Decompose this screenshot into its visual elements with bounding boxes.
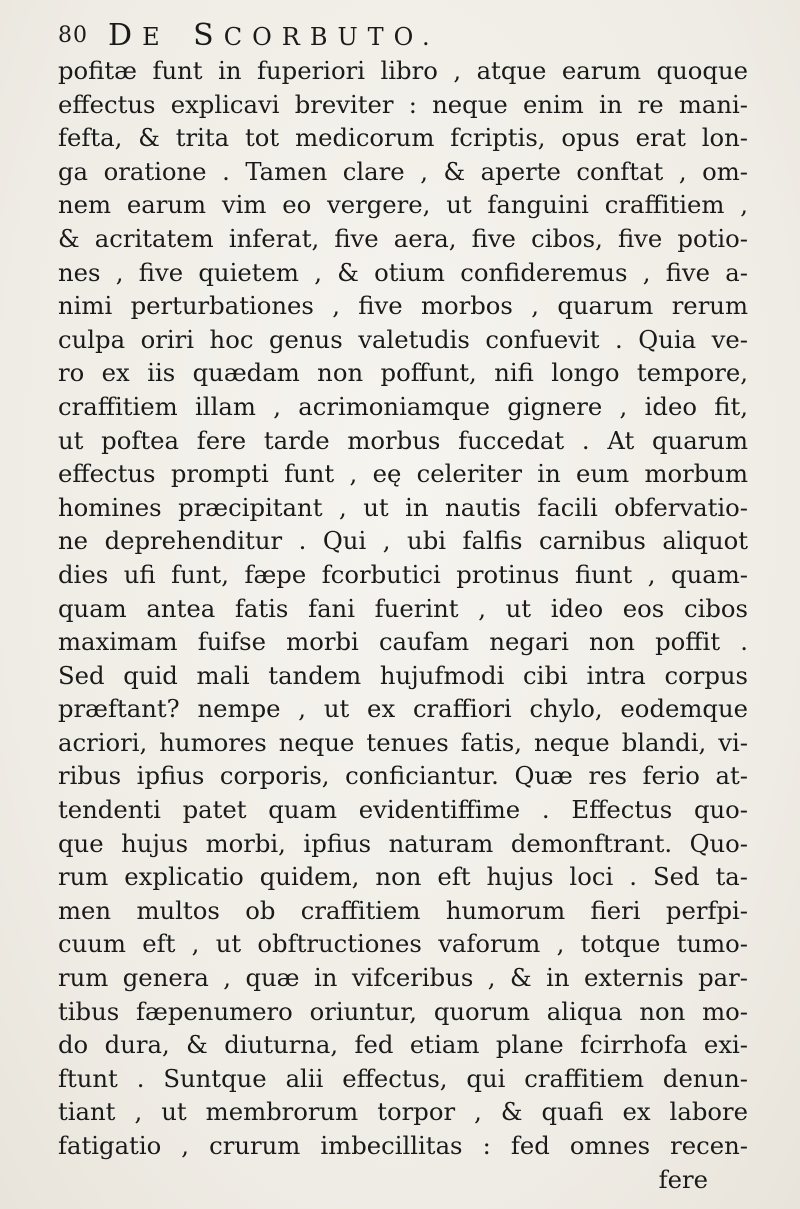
text-line: ga oratione . Tamen clare , & aperte conftat , om-	[58, 156, 748, 186]
text-line: ro ex iis quædam non poffunt, nifi longo tempore,	[58, 358, 748, 388]
text-line: acriori, humores neque tenues fatis, neque blandi, vi-	[58, 727, 748, 757]
text-line: men multos ob craffitiem humorum fieri perfpi-	[58, 895, 748, 925]
text-line: ne deprehenditur . Qui , ubi falfis carnibus aliquot	[58, 526, 748, 556]
text-line: ribus ipfius corporis, conficiantur. Quæ res ferio at-	[58, 761, 748, 791]
text-line: que hujus morbi, ipfius naturam demonftrant. Quo-	[58, 828, 748, 858]
text-line: nes , five quietem , & otium confideremus , five a-	[58, 257, 748, 287]
text-line: rum genera , quæ in vifceribus , & in externis par-	[58, 963, 748, 993]
text-line: ftunt . Suntque alii effectus, qui craffitiem denun-	[58, 1063, 748, 1093]
running-head-rest-1: E	[142, 23, 170, 51]
text-line: nem earum vim eo vergere, ut fanguini craffitiem ,	[58, 190, 748, 220]
running-head	[108, 16, 440, 57]
text-line: homines præcipitant , ut in nautis facili obfervatio-	[58, 492, 748, 522]
page-header	[58, 16, 718, 56]
running-head-initial-2: S	[193, 18, 224, 53]
body-text	[58, 54, 748, 1196]
catchword: fere	[658, 1164, 708, 1194]
running-head-rest-2: CORBUTO.	[223, 23, 440, 51]
text-line: ut poftea fere tarde morbus fuccedat . At quarum	[58, 425, 748, 455]
text-line: tendenti patet quam evidentiffime . Effectus quo-	[58, 795, 748, 825]
text-line: tiant , ut membrorum torpor , & quafi ex labore	[58, 1097, 748, 1127]
text-line: tibus fæpenumero oriuntur, quorum aliqua non mo-	[58, 996, 748, 1026]
text-line: do dura, & diuturna, fed etiam plane fcirrhofa exi-	[58, 1030, 748, 1060]
text-line: nimi perturbationes , five morbos , quarum rerum	[58, 291, 748, 321]
text-line: Sed quid mali tandem hujufmodi cibi intra corpus	[58, 660, 748, 690]
text-line: craffitiem illam , acrimoniamque gignere , ideo fit,	[58, 391, 748, 421]
text-line: maximam fuifse morbi caufam negari non poffit .	[58, 627, 748, 657]
text-line: dies ufi funt, fæpe fcorbutici protinus fiunt , quam-	[58, 559, 748, 589]
text-line: & acritatem inferat, five aera, five cibos, five potio-	[58, 223, 748, 253]
text-line: fefta, & trita tot medicorum fcriptis, opus erat lon-	[58, 123, 748, 153]
text-line: fatigatio , crurum imbecillitas : fed omnes recen-	[58, 1131, 748, 1160]
running-head-initial-1: D	[108, 18, 143, 53]
text-line: cuum eft , ut obftructiones vaforum , totque tumo-	[58, 929, 748, 959]
page-number: 80	[58, 23, 88, 48]
text-line: pofitæ funt in fuperiori libro , atque earum quoque	[58, 56, 748, 85]
text-line: rum explicatio quidem, non eft hujus loci . Sed ta-	[58, 862, 748, 892]
text-line: culpa oriri hoc genus valetudis confuevit . Quia ve-	[58, 324, 748, 354]
text-line: præftant? nempe , ut ex craffiori chylo, eodemque	[58, 694, 748, 724]
text-line: quam antea fatis fani fuerint , ut ideo eos cibos	[58, 593, 748, 623]
text-line: effectus explicavi breviter : neque enim in re mani-	[58, 89, 748, 119]
text-line: effectus prompti funt , eę celeriter in eum morbum	[58, 459, 748, 489]
